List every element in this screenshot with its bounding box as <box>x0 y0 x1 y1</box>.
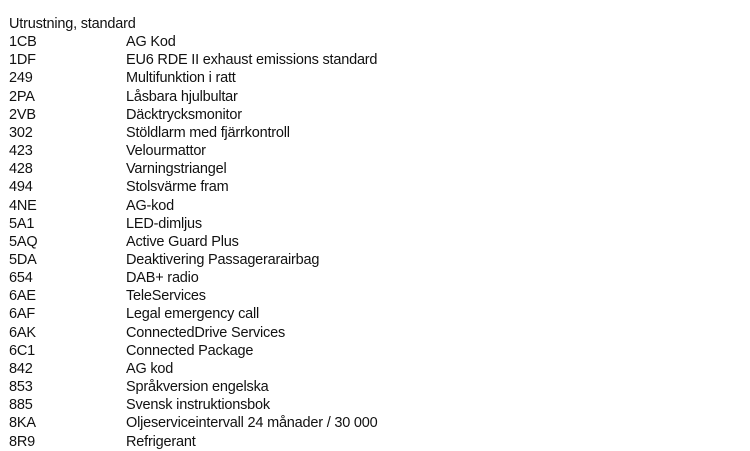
list-item <box>9 269 739 287</box>
list-item <box>9 124 739 142</box>
option-code: 6C1 <box>9 342 35 359</box>
list-item <box>9 360 739 378</box>
option-description: DAB+ radio <box>126 270 199 287</box>
option-description: TeleServices <box>126 288 206 305</box>
option-code: 494 <box>9 179 33 196</box>
option-description: Multifunktion i ratt <box>126 70 236 87</box>
list-item <box>9 178 739 196</box>
option-code: 4NE <box>9 197 37 214</box>
option-description: AG Kod <box>126 34 176 51</box>
section-heading: Utrustning, standard <box>9 16 136 32</box>
list-item <box>9 51 739 69</box>
list-item <box>9 251 739 269</box>
list-item <box>9 106 739 124</box>
option-description: Låsbara hjulbultar <box>126 88 238 105</box>
option-description: Däcktrycksmonitor <box>126 106 242 123</box>
list-item <box>9 305 739 323</box>
option-code: 2PA <box>9 88 35 105</box>
option-code: 6AE <box>9 288 36 305</box>
option-description: Legal emergency call <box>126 306 260 323</box>
option-code: 8R9 <box>9 433 35 450</box>
list-item <box>9 414 739 432</box>
option-code: 302 <box>9 124 33 141</box>
option-code: 423 <box>9 143 33 160</box>
list-item <box>9 69 739 87</box>
list-item <box>9 433 739 451</box>
option-description: Connected Package <box>126 342 254 359</box>
option-description: Refrigerant <box>126 433 196 450</box>
option-code: 428 <box>9 161 33 178</box>
list-item <box>9 324 739 342</box>
option-code: 1CB <box>9 34 37 51</box>
option-code: 842 <box>9 360 33 377</box>
equipment-document <box>9 15 739 451</box>
list-item <box>9 215 739 233</box>
list-item <box>9 396 739 414</box>
option-description: Velourmattor <box>126 143 206 160</box>
option-description: LED-dimljus <box>126 215 202 232</box>
option-description: Oljeserviceintervall 24 månader / 30 000 <box>126 415 378 432</box>
option-code: 8KA <box>9 415 36 432</box>
option-description: AG-kod <box>126 197 174 214</box>
list-item <box>9 160 739 178</box>
list-item <box>9 233 739 251</box>
list-item <box>9 88 739 106</box>
option-code: 654 <box>9 270 33 287</box>
option-code: 5DA <box>9 251 37 268</box>
option-description: Språkversion engelska <box>126 379 269 396</box>
option-code: 2VB <box>9 106 36 123</box>
option-description: EU6 RDE II exhaust emissions standard <box>126 52 378 69</box>
option-code: 853 <box>9 379 33 396</box>
option-code: 885 <box>9 397 33 414</box>
equipment-list <box>9 33 739 451</box>
option-description: Deaktivering Passagerarairbag <box>126 251 320 268</box>
option-code: 6AF <box>9 306 35 323</box>
list-item <box>9 342 739 360</box>
option-code: 5A1 <box>9 215 35 232</box>
option-description: ConnectedDrive Services <box>126 324 285 341</box>
option-description: Stöldlarm med fjärrkontroll <box>126 124 290 141</box>
option-description: Active Guard Plus <box>126 233 239 250</box>
list-item <box>9 378 739 396</box>
option-code: 249 <box>9 70 33 87</box>
list-item <box>9 197 739 215</box>
option-description: AG kod <box>126 360 174 377</box>
option-code: 6AK <box>9 324 36 341</box>
option-description: Svensk instruktionsbok <box>126 397 270 414</box>
option-description: Stolsvärme fram <box>126 179 229 196</box>
list-item <box>9 287 739 305</box>
option-code: 1DF <box>9 52 36 69</box>
list-item <box>9 33 739 51</box>
option-code: 5AQ <box>9 233 38 250</box>
list-item <box>9 142 739 160</box>
option-description: Varningstriangel <box>126 161 227 178</box>
